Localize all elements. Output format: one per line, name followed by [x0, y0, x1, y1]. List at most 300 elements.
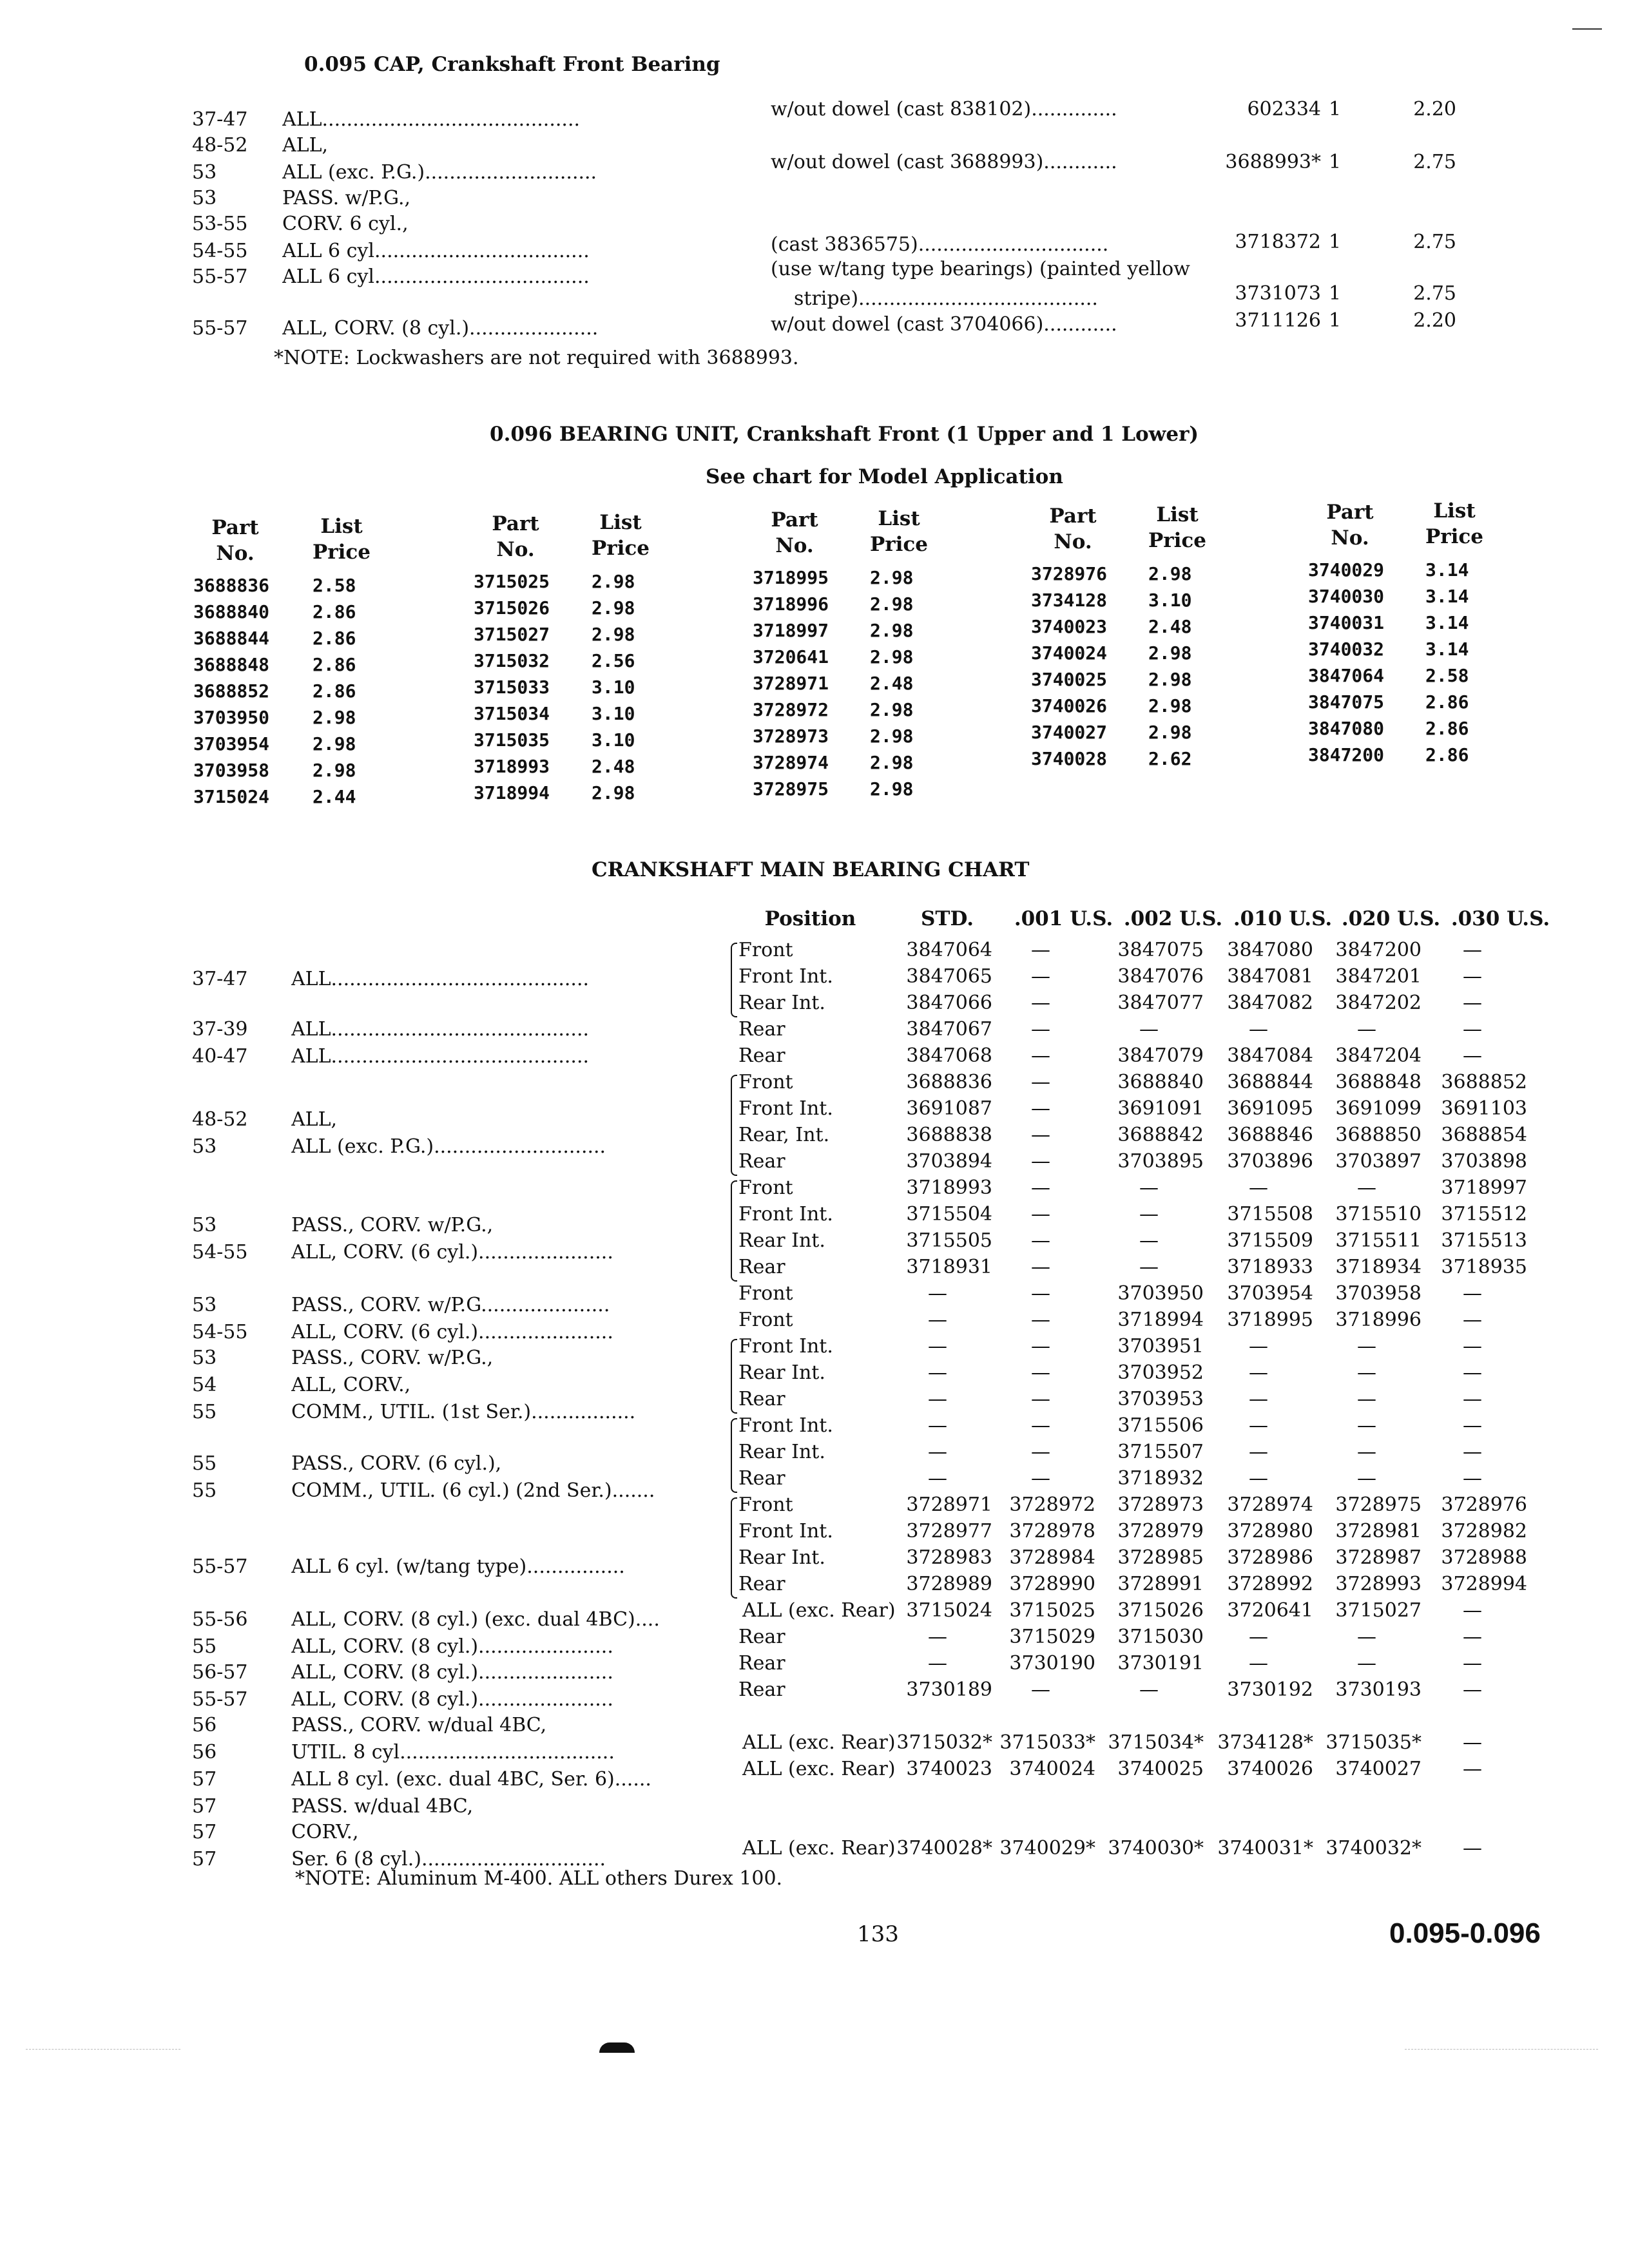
part-number: 3740024 [1031, 642, 1108, 664]
chart-year: 40-47 [192, 1045, 248, 1068]
chart-value: 3715510 [1335, 1203, 1422, 1225]
chart-year: 55 [192, 1452, 217, 1475]
list-price: 2.86 [313, 680, 356, 702]
chart-value: 3740023 [906, 1758, 992, 1780]
cap-part-no: 3711126 [1235, 309, 1321, 332]
chart-year: 57 [192, 1848, 217, 1870]
list-price: 2.98 [870, 620, 914, 641]
cap-year: 48-52 [192, 134, 248, 157]
chart-value: 3730191 [1117, 1652, 1204, 1675]
scan-mark-right [1405, 2049, 1598, 2050]
list-price-header: Price [591, 537, 650, 560]
cap-model: ALL, CORV. (8 cyl.)..................... [282, 317, 599, 340]
chart-year: 57 [192, 1768, 217, 1791]
chart-value: — [928, 1652, 947, 1675]
chart-year: 55-56 [192, 1608, 248, 1631]
list-price: 2.98 [870, 593, 914, 615]
chart-position: Rear Int. [738, 1229, 825, 1252]
cap-description: stripe)....................................... [794, 287, 1098, 310]
chart-position: Front Int. [738, 1097, 833, 1120]
chart-value: — [1357, 1177, 1376, 1199]
chart-value: 3703950 [1117, 1282, 1204, 1305]
chart-value: — [1357, 1414, 1376, 1437]
chart-value: 3703952 [1117, 1361, 1204, 1384]
chart-model: PASS., CORV. w/dual 4BC, [291, 1714, 547, 1736]
chart-year: 37-47 [192, 968, 248, 990]
chart-model: ALL, CORV. (8 cyl.) (exc. dual 4BC).... [291, 1608, 660, 1631]
chart-value: — [1463, 992, 1482, 1014]
list-price: 3.14 [1425, 559, 1469, 581]
chart-column-header: .020 U.S. [1341, 907, 1441, 930]
part-no-header: No. [1331, 526, 1369, 550]
bearing-unit-subtitle: See chart for Model Application [706, 465, 1063, 488]
cap-model: ALL, [282, 134, 329, 157]
chart-value: — [1031, 1441, 1050, 1463]
chart-position: Rear Int. [738, 1361, 825, 1384]
chart-model: ALL, [291, 1108, 338, 1131]
chart-value: 3847066 [906, 992, 992, 1014]
chart-value: 3715504 [906, 1203, 992, 1225]
part-number: 3688844 [193, 628, 270, 649]
chart-position: Rear, Int. [738, 1124, 830, 1146]
chart-position: Front [738, 1071, 793, 1093]
part-number: 3740023 [1031, 616, 1108, 637]
position-brace [731, 1497, 737, 1599]
chart-value: — [1463, 1361, 1482, 1384]
chart-model: PASS. w/dual 4BC, [291, 1795, 474, 1818]
chart-year: 55 [192, 1401, 217, 1423]
cap-description: w/out dowel (cast 3704066)............ [771, 313, 1117, 336]
chart-value: — [1139, 1256, 1159, 1278]
list-price-header: List [1156, 503, 1199, 526]
list-price: 2.98 [870, 567, 914, 588]
list-price: 2.44 [313, 786, 356, 807]
chart-value: 3715508 [1227, 1203, 1313, 1225]
chart-value: 3720641 [1227, 1599, 1313, 1622]
chart-column-header: STD. [920, 907, 974, 930]
chart-value: — [1139, 1678, 1159, 1701]
chart-value: — [1463, 1388, 1482, 1410]
part-number: 3847200 [1308, 744, 1385, 765]
chart-value: — [928, 1335, 947, 1358]
chart-value: 3688846 [1227, 1124, 1313, 1146]
list-price-header: List [320, 515, 363, 538]
chart-year: 54-55 [192, 1241, 248, 1264]
chart-value: 3703897 [1335, 1150, 1422, 1173]
list-price: 2.98 [1148, 642, 1192, 664]
cap-year: 53-55 [192, 213, 248, 235]
chart-position: Front [738, 939, 793, 961]
chart-value: — [928, 1441, 947, 1463]
chart-value: — [1249, 1018, 1268, 1041]
chart-value: — [1031, 1177, 1050, 1199]
chart-value: 3740029* [999, 1837, 1095, 1860]
part-no-header: Part [771, 508, 818, 532]
chart-value: 3688848 [1335, 1071, 1422, 1093]
part-number: 3728972 [753, 699, 829, 720]
chart-value: 3728973 [1117, 1494, 1204, 1516]
chart-value: — [928, 1467, 947, 1490]
chart-value: — [1031, 1124, 1050, 1146]
chart-value: 3847075 [1117, 939, 1204, 961]
part-number: 3718995 [753, 567, 829, 588]
part-no-header: Part [211, 516, 259, 539]
chart-value: — [1357, 1626, 1376, 1648]
chart-value: 3718994 [1117, 1309, 1204, 1331]
chart-year: 55 [192, 1635, 217, 1658]
chart-value: 3728978 [1009, 1520, 1095, 1542]
list-price: 2.48 [1148, 616, 1192, 637]
chart-value: — [1249, 1361, 1268, 1384]
chart-position: Rear [738, 1018, 786, 1041]
cap-qty: 1 [1329, 98, 1342, 120]
chart-value: — [1357, 1441, 1376, 1463]
chart-model: ALL, CORV. (6 cyl.)...................... [291, 1241, 613, 1264]
chart-position: Front [738, 1494, 793, 1516]
chart-value: — [1463, 1652, 1482, 1675]
part-number: 3740026 [1031, 695, 1108, 716]
list-price-header: Price [1148, 529, 1207, 552]
part-no-header: No. [1054, 530, 1092, 553]
chart-position: Front Int. [738, 1520, 833, 1542]
chart-value: — [1139, 1177, 1159, 1199]
chart-value: — [1463, 1678, 1482, 1701]
cap-description: (use w/tang type bearings) (painted yellow [771, 258, 1190, 280]
cap-model: ALL.......................................... [282, 108, 581, 131]
chart-position: Front Int. [738, 1414, 833, 1437]
chart-model: PASS., CORV. w/P.G., [291, 1214, 494, 1236]
chart-value: 3703894 [906, 1150, 992, 1173]
list-price: 2.48 [592, 756, 635, 777]
list-price-header: List [1433, 499, 1476, 523]
part-number: 3715033 [474, 677, 550, 698]
list-price: 3.10 [592, 729, 635, 751]
chart-value: — [1463, 939, 1482, 961]
list-price-header: Price [869, 533, 929, 556]
list-price: 2.48 [870, 673, 914, 694]
chart-model: ALL 8 cyl. (exc. dual 4BC, Ser. 6)...... [291, 1768, 651, 1791]
list-price: 2.98 [870, 646, 914, 668]
chart-value: — [1463, 1335, 1482, 1358]
chart-value: — [928, 1282, 947, 1305]
chart-position: ALL (exc. Rear) [742, 1837, 896, 1860]
chart-value: — [1031, 992, 1050, 1014]
part-number: 3715035 [474, 729, 550, 751]
chart-position: Rear [738, 1256, 786, 1278]
chart-position: ALL (exc. Rear) [742, 1599, 896, 1622]
chart-model: COMM., UTIL. (6 cyl.) (2nd Ser.)....... [291, 1479, 655, 1502]
chart-value: 3718932 [1117, 1467, 1204, 1490]
chart-value: — [1249, 1652, 1268, 1675]
chart-column-header: .030 U.S. [1451, 907, 1550, 930]
chart-value: — [1031, 1018, 1050, 1041]
chart-value: 3847080 [1227, 939, 1313, 961]
chart-value: 3728985 [1117, 1546, 1204, 1569]
chart-value: 3728993 [1335, 1573, 1422, 1595]
chart-value: 3715035* [1325, 1731, 1422, 1754]
bearing-unit-title: 0.096 BEARING UNIT, Crankshaft Front (1 Upper and 1 Lower) [490, 423, 1199, 446]
chart-year: 56-57 [192, 1661, 248, 1684]
part-number: 3740029 [1308, 559, 1385, 581]
list-price: 3.14 [1425, 612, 1469, 633]
chart-value: — [1463, 1309, 1482, 1331]
chart-value: — [928, 1309, 947, 1331]
chart-value: 3718935 [1441, 1256, 1527, 1278]
list-price: 2.98 [592, 624, 635, 645]
chart-value: 3728986 [1227, 1546, 1313, 1569]
chart-model: ALL, CORV. (8 cyl.)...................... [291, 1688, 613, 1711]
chart-model: PASS., CORV. w/P.G., [291, 1347, 494, 1369]
chart-value: — [1249, 1388, 1268, 1410]
position-brace [731, 1180, 737, 1282]
chart-value: — [928, 1388, 947, 1410]
chart-value: — [1463, 1599, 1482, 1622]
chart-value: 3703898 [1441, 1150, 1527, 1173]
chart-value: — [1031, 1309, 1050, 1331]
chart-value: 3728992 [1227, 1573, 1313, 1595]
chart-value: — [1463, 965, 1482, 988]
chart-value: 3688844 [1227, 1071, 1313, 1093]
chart-value: — [1357, 1467, 1376, 1490]
part-number: 3740032 [1308, 639, 1385, 660]
chart-value: — [1463, 1837, 1482, 1860]
chart-position: Rear Int. [738, 1546, 825, 1569]
part-number: 3740031 [1308, 612, 1385, 633]
chart-value: 3703958 [1335, 1282, 1422, 1305]
chart-value: 3847202 [1335, 992, 1422, 1014]
cap-description: (cast 3836575)............................... [771, 233, 1109, 256]
scan-mark-top [1572, 28, 1602, 30]
chart-value: 3715025 [1009, 1599, 1095, 1622]
chart-value: — [1031, 965, 1050, 988]
part-no-header: Part [1049, 505, 1097, 528]
chart-value: 3728975 [1335, 1494, 1422, 1516]
chart-year: 54 [192, 1374, 217, 1396]
chart-value: 3740032* [1325, 1837, 1422, 1860]
chart-value: — [1031, 1414, 1050, 1437]
chart-value: 3728982 [1441, 1520, 1527, 1542]
chart-value: — [1463, 1731, 1482, 1754]
part-number: 3703958 [193, 760, 270, 781]
chart-value: 3728971 [906, 1494, 992, 1516]
scan-mark-left [26, 2049, 180, 2050]
list-price: 2.62 [1148, 748, 1192, 769]
list-price: 2.98 [870, 699, 914, 720]
cap-model: CORV. 6 cyl., [282, 213, 409, 235]
list-price: 3.14 [1425, 639, 1469, 660]
cap-qty: 1 [1329, 282, 1342, 305]
list-price: 2.58 [1425, 665, 1469, 686]
chart-value: 3718997 [1441, 1177, 1527, 1199]
chart-value: 3728979 [1117, 1520, 1204, 1542]
chart-value: 3718995 [1227, 1309, 1313, 1331]
list-price: 3.14 [1425, 586, 1469, 607]
chart-model: ALL, CORV., [291, 1374, 411, 1396]
list-price: 2.98 [870, 726, 914, 747]
list-price: 2.86 [313, 628, 356, 649]
chart-value: — [1357, 1652, 1376, 1675]
chart-value: 3728988 [1441, 1546, 1527, 1569]
part-number: 3715027 [474, 624, 550, 645]
position-brace [731, 1075, 737, 1176]
part-number: 3740030 [1308, 586, 1385, 607]
chart-model: ALL, CORV. (8 cyl.)...................... [291, 1635, 613, 1658]
chart-value: 3715512 [1441, 1203, 1527, 1225]
list-price: 2.86 [1425, 718, 1469, 739]
cap-price: 2.20 [1413, 309, 1456, 332]
part-no-header: Part [1326, 501, 1374, 524]
part-number: 3728975 [753, 778, 829, 800]
chart-value: 3688836 [906, 1071, 992, 1093]
chart-position: Rear [738, 1150, 786, 1173]
list-price: 2.86 [1425, 744, 1469, 765]
chart-value: 3728974 [1227, 1494, 1313, 1516]
part-number: 3847075 [1308, 691, 1385, 713]
cap-part-no: 3718372 [1235, 231, 1321, 253]
chart-value: 3715034* [1108, 1731, 1204, 1754]
chart-value: 3847081 [1227, 965, 1313, 988]
chart-value: 3703895 [1117, 1150, 1204, 1173]
chart-value: 3847204 [1335, 1044, 1422, 1067]
part-number: 3728976 [1031, 563, 1108, 584]
chart-model: ALL (exc. P.G.)............................ [291, 1135, 606, 1158]
chart-model: COMM., UTIL. (1st Ser.)................. [291, 1401, 636, 1423]
chart-value: — [1031, 1361, 1050, 1384]
chart-year: 48-52 [192, 1108, 248, 1131]
cap-qty: 1 [1329, 151, 1342, 173]
chart-value: — [1463, 1282, 1482, 1305]
chart-value: 3715030 [1117, 1626, 1204, 1648]
chart-value: 3715511 [1335, 1229, 1422, 1252]
chart-position: Rear [738, 1388, 786, 1410]
chart-value: 3847064 [906, 939, 992, 961]
chart-value: — [1249, 1467, 1268, 1490]
chart-model: ALL 6 cyl. (w/tang type)................ [291, 1555, 625, 1578]
cap-year: 55-57 [192, 265, 248, 288]
chart-value: 3847200 [1335, 939, 1422, 961]
chart-value: 3715505 [906, 1229, 992, 1252]
chart-value: 3728984 [1009, 1546, 1095, 1569]
chart-value: 3718996 [1335, 1309, 1422, 1331]
chart-position: Front Int. [738, 1203, 833, 1225]
part-number: 3720641 [753, 646, 829, 668]
cap-description: w/out dowel (cast 838102).............. [771, 98, 1117, 120]
page-number: 133 [857, 1921, 899, 1947]
chart-value: 3715033* [999, 1731, 1095, 1754]
chart-value: — [1463, 1414, 1482, 1437]
cap-price: 2.75 [1413, 282, 1456, 305]
chart-value: 3688842 [1117, 1124, 1204, 1146]
chart-value: — [1031, 1044, 1050, 1067]
chart-value: 3703953 [1117, 1388, 1204, 1410]
chart-value: 3730190 [1009, 1652, 1095, 1675]
cap-model: ALL 6 cyl................................... [282, 265, 590, 288]
chart-value: — [1463, 1467, 1482, 1490]
list-price: 2.86 [313, 601, 356, 622]
chart-value: — [1031, 1097, 1050, 1120]
chart-value: — [1031, 1203, 1050, 1225]
cap-year: 53 [192, 161, 217, 184]
chart-position: ALL (exc. Rear) [742, 1731, 896, 1754]
cap-year: 53 [192, 187, 217, 209]
list-price-header: Price [312, 541, 371, 564]
scan-blot [599, 2042, 635, 2053]
chart-value: 3703954 [1227, 1282, 1313, 1305]
chart-value: — [1031, 1282, 1050, 1305]
part-no-header: No. [775, 534, 814, 557]
cap-part-no: 3731073 [1235, 282, 1321, 305]
chart-value: — [1463, 1626, 1482, 1648]
list-price: 2.98 [592, 571, 635, 592]
chart-value: — [1249, 1335, 1268, 1358]
part-no-header: Part [492, 512, 539, 535]
chart-value: — [1249, 1626, 1268, 1648]
part-number: 3715026 [474, 597, 550, 619]
chart-value: — [1357, 1018, 1376, 1041]
chart-value: 3728994 [1441, 1573, 1527, 1595]
part-number: 3847064 [1308, 665, 1385, 686]
chart-value: 3691087 [906, 1097, 992, 1120]
list-price: 2.98 [1148, 695, 1192, 716]
part-number: 3715034 [474, 703, 550, 724]
chart-column-header: .002 U.S. [1123, 907, 1223, 930]
part-number: 3688840 [193, 601, 270, 622]
chart-value: — [1031, 1678, 1050, 1701]
cap-year: 54-55 [192, 240, 248, 262]
list-price: 2.98 [592, 597, 635, 619]
chart-value: 3730193 [1335, 1678, 1422, 1701]
chart-value: 3734128* [1217, 1731, 1313, 1754]
cap-year: 55-57 [192, 317, 248, 340]
list-price: 3.10 [592, 703, 635, 724]
chart-value: 3847077 [1117, 992, 1204, 1014]
section-range: 0.095-0.096 [1389, 1917, 1541, 1949]
chart-value: — [1031, 1388, 1050, 1410]
chart-value: — [1139, 1229, 1159, 1252]
chart-value: 3847068 [906, 1044, 992, 1067]
chart-value: 3688852 [1441, 1071, 1527, 1093]
chart-position: Rear [738, 1044, 786, 1067]
list-price: 2.98 [870, 752, 914, 773]
chart-value: — [1139, 1018, 1159, 1041]
list-price: 2.98 [313, 760, 356, 781]
part-number: 3718994 [474, 782, 550, 803]
list-price: 2.98 [313, 707, 356, 728]
chart-position: Rear Int. [738, 992, 825, 1014]
chart-value: 3730192 [1227, 1678, 1313, 1701]
chart-column-header: .010 U.S. [1233, 907, 1333, 930]
chart-value: — [1031, 1229, 1050, 1252]
chart-value: — [1031, 1150, 1050, 1173]
list-price-header: Price [1425, 525, 1484, 548]
list-price: 2.98 [870, 778, 914, 800]
chart-column-header: .001 U.S. [1014, 907, 1113, 930]
chart-position: Rear [738, 1626, 786, 1648]
part-number: 3728973 [753, 726, 829, 747]
chart-year: 56 [192, 1741, 217, 1763]
position-brace [731, 1418, 737, 1493]
part-number: 3847080 [1308, 718, 1385, 739]
cap-model: ALL (exc. P.G.)............................ [282, 161, 597, 184]
cap-qty: 1 [1329, 231, 1342, 253]
part-number: 3718993 [474, 756, 550, 777]
chart-value: 3718993 [906, 1177, 992, 1199]
part-number: 3703954 [193, 733, 270, 754]
cap-part-no: 602334 [1247, 98, 1321, 120]
chart-value: 3728991 [1117, 1573, 1204, 1595]
chart-position: Rear [738, 1467, 786, 1490]
chart-value: 3688850 [1335, 1124, 1422, 1146]
